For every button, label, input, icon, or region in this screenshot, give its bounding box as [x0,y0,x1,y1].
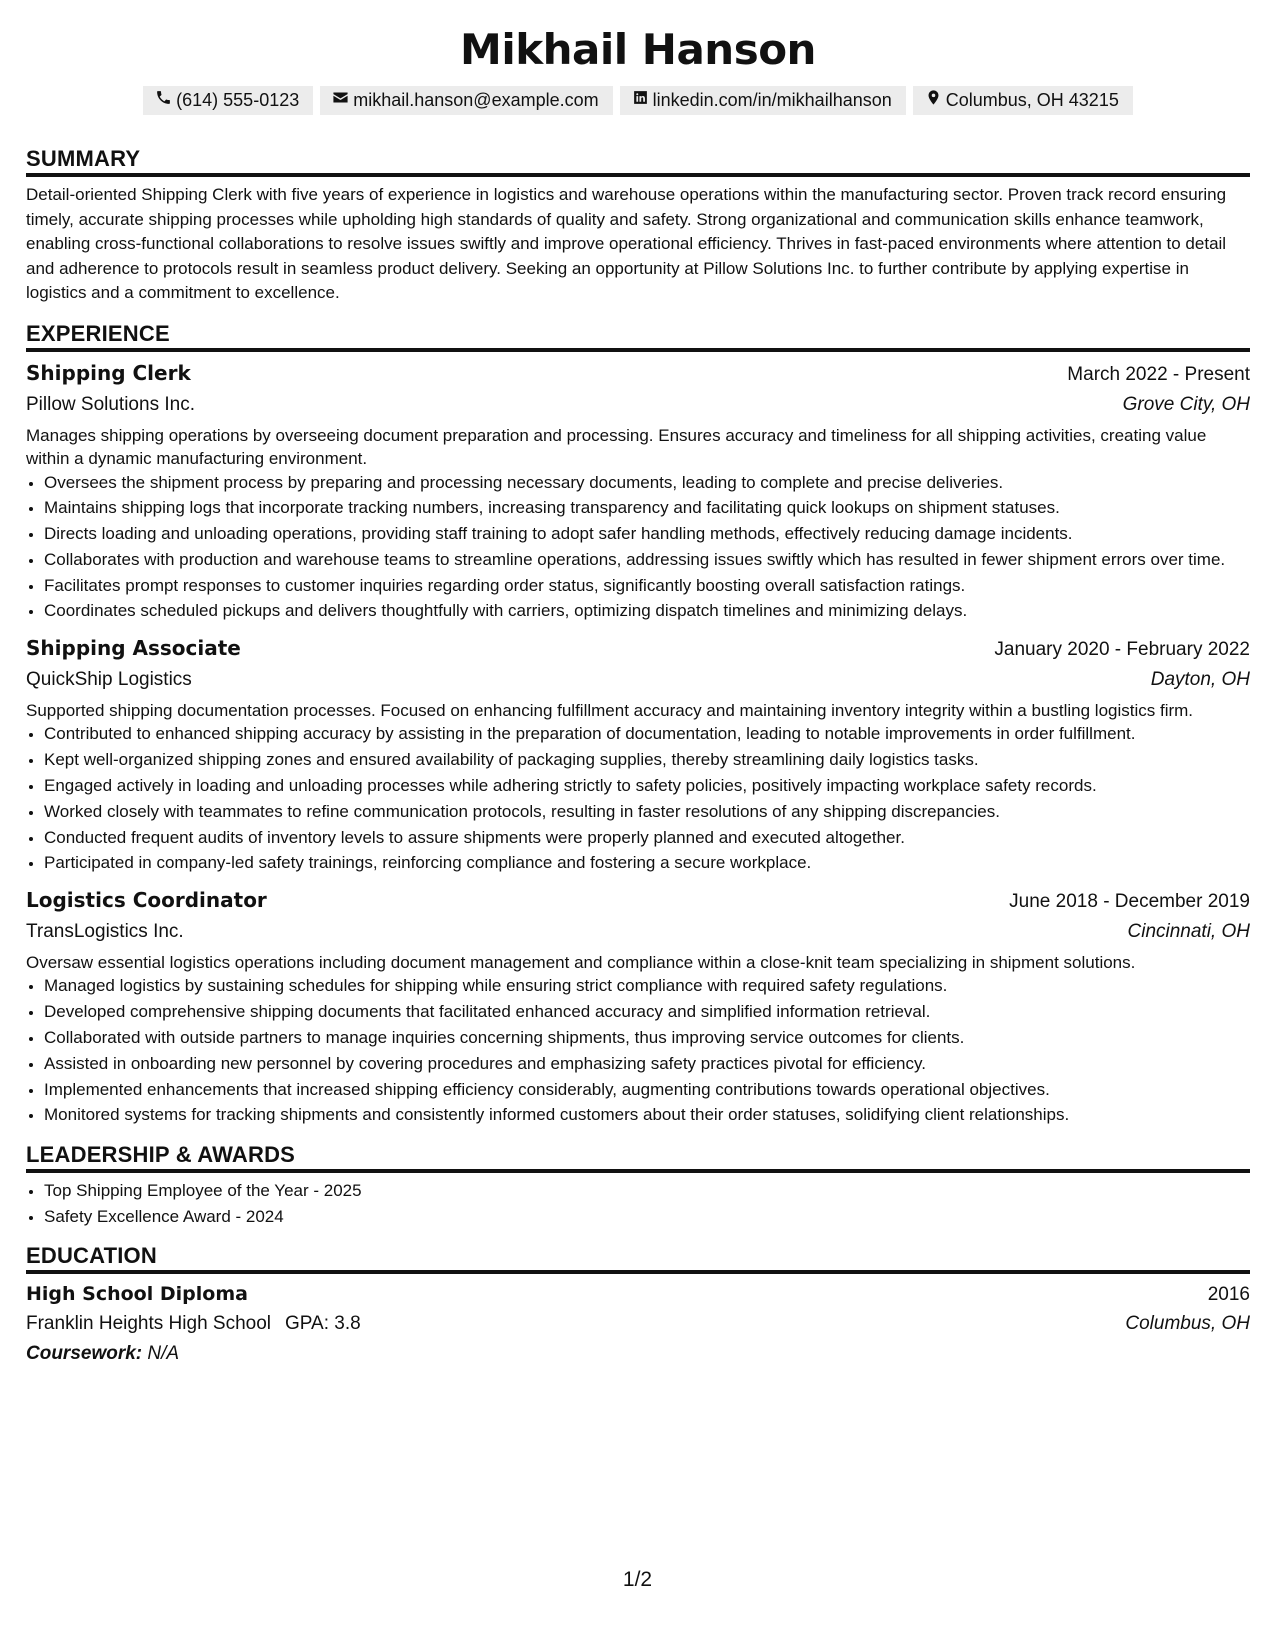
page-number: 1/2 [622,1568,653,1591]
job-title: Shipping Associate [26,635,241,660]
job-dates: June 2018 - December 2019 [1009,890,1250,912]
bullet-item: • Worked closely with teammates to refine communication protocols, resulting in faster resolutions of any shipping discrepancies. [44,800,1250,824]
candidate-name: Mikhail Hanson [460,25,816,74]
contact-bar [26,86,1250,115]
summary-section [26,145,1250,306]
bullet-item: • Assisted in onboarding new personnel by covering procedures and emphasizing safety practices pivotal for efficiency. [44,1052,1250,1076]
bullet-item: • Conducted frequent audits of inventory levels to assure shipments were properly planned and executed altogether. [44,826,1250,850]
contact-linkedin[interactable] [620,86,906,115]
bullet-item: • Engaged actively in loading and unloading processes while adhering strictly to safety policies, positively impacting workplace safety records. [44,774,1250,798]
bullet-item: • Maintains shipping logs that incorporate tracking numbers, increasing transparency and facilitating quick lookups on shipment statuses. [44,496,1250,520]
award-item: • Top Shipping Employee of the Year - 2025 [44,1179,1250,1203]
job-title: Logistics Coordinator [26,887,267,912]
bullet-item: • Oversees the shipment process by preparing and processing necessary documents, leading to complete and precise deliveries. [44,471,1250,495]
linkedin-text: linkedin.com/in/mikhailhanson [652,90,892,110]
school-name: Franklin Heights High School [26,1313,272,1335]
bullet-item: • Collaborated with outside partners to manage inquiries concerning shipments, thus improving service outcomes for clients. [44,1026,1250,1050]
experience-section [26,320,1250,1127]
location-text: Columbus, OH 43215 [945,90,1119,110]
coursework-label: Coursework: [26,1343,143,1365]
job-entry [26,633,1250,875]
bullet-item: • Directs loading and unloading operations, providing staff training to adopt safer handling methods, effectively reducing damage incidents. [44,522,1250,546]
phone-icon [155,89,172,111]
job-company: TransLogistics Inc. [26,920,184,942]
summary-text: Detail-oriented Shipping Clerk with five years of experience in logistics and warehouse operations within the manufacturing sector. Proven track record ensuring timely, accurate shipping processes while upholding high standards of quality and safety. Strong organizational and communication skills enhance teamwork, enabling cross-functional collaborations to resolve issues swiftly and improve operational efficiency. Thrives in fast-paced environments where attention to detail and adherence to protocols result in seamless product delivery. Seeking an opportunity at Pillow Solutions Inc. to further contribute by applying expertise in logistics and a commitment to excellence. [26,185,1227,302]
job-company: Pillow Solutions Inc. [26,393,195,415]
contact-phone[interactable] [143,86,313,115]
awards-section [26,1141,1250,1228]
job-summary: Manages shipping operations by overseeing document preparation and processing. Ensures accuracy and timeliness for all shipping activities, creating value within a dynamic manufacturing environment. [26,425,1207,468]
job-dates: January 2020 - February 2022 [994,638,1250,660]
phone-text: (614) 555-0123 [176,90,300,110]
bullet-item: • Implemented enhancements that increased shipping efficiency considerably, augmenting contributions towards operational objectives. [44,1078,1250,1102]
graduation-year: 2016 [1207,1284,1250,1306]
degree-title: High School Diploma [26,1283,248,1306]
job-bullets [26,471,1250,623]
job-company: QuickShip Logistics [26,668,192,690]
education-section [26,1242,1250,1368]
job-location: Dayton, OH [1150,668,1250,690]
bullet-item: • Coordinates scheduled pickups and delivers thoughtfully with carriers, optimizing dispatch timelines and minimizing delays. [44,599,1250,623]
bullet-item: • Developed comprehensive shipping documents that facilitated enhanced accuracy and simplified information retrieval. [44,1000,1250,1024]
awards-list [26,1179,1250,1228]
section-title-awards: LEADERSHIP & AWARDS [26,1141,1250,1173]
job-bullets [26,722,1250,874]
contact-email[interactable] [320,86,612,115]
bullet-item: • Managed logistics by sustaining schedules for shipping while ensuring strict compliance with required safety regulations. [44,974,1250,998]
gpa: GPA: 3.8 [285,1313,361,1335]
bullet-item: • Monitored systems for tracking shipments and consistently informed customers about their order statuses, solidifying client relationships. [44,1103,1250,1127]
bullet-item: • Kept well-organized shipping zones and ensured availability of packaging supplies, thereby streamlining daily logistics tasks. [44,748,1250,772]
coursework [26,1339,1250,1368]
bullet-item: • Collaborates with production and warehouse teams to streamline operations, addressing issues swiftly which has resulted in fewer shipment errors over time. [44,548,1250,572]
school-location: Columbus, OH [1125,1313,1250,1335]
contact-location [913,86,1133,115]
job-location: Cincinnati, OH [1127,920,1250,942]
job-dates: March 2022 - Present [1067,363,1250,385]
job-summary: Oversaw essential logistics operations including document management and compliance within a close-knit team specializing in shipment solutions. [26,952,1136,972]
job-title: Shipping Clerk [26,360,191,385]
job-entry [26,885,1250,1127]
job-entry [26,358,1250,623]
coursework-value: N/A [147,1343,180,1365]
map-pin-icon [925,89,942,111]
resume-page [26,20,1250,1382]
section-title-experience: EXPERIENCE [26,320,1250,352]
job-location: Grove City, OH [1122,393,1250,415]
job-bullets [26,974,1250,1126]
award-item: • Safety Excellence Award - 2024 [44,1205,1250,1229]
envelope-icon [332,89,349,111]
linkedin-icon [632,89,649,111]
bullet-item: • Contributed to enhanced shipping accuracy by assisting in the preparation of documentation, leading to notable improvements in order fulfillment. [44,722,1250,746]
section-title-education: EDUCATION [26,1242,1250,1274]
bullet-item: • Participated in company-led safety trainings, reinforcing compliance and fostering a secure workplace. [44,851,1250,875]
job-summary: Supported shipping documentation processes. Focused on enhancing fulfillment accuracy and maintaining inventory integrity within a bustling logistics firm. [26,700,1194,720]
email-text: mikhail.hanson@example.com [353,90,599,110]
section-title-summary: SUMMARY [26,145,1250,177]
bullet-item: • Facilitates prompt responses to customer inquiries regarding order status, significantly boosting overall satisfaction ratings. [44,574,1250,598]
